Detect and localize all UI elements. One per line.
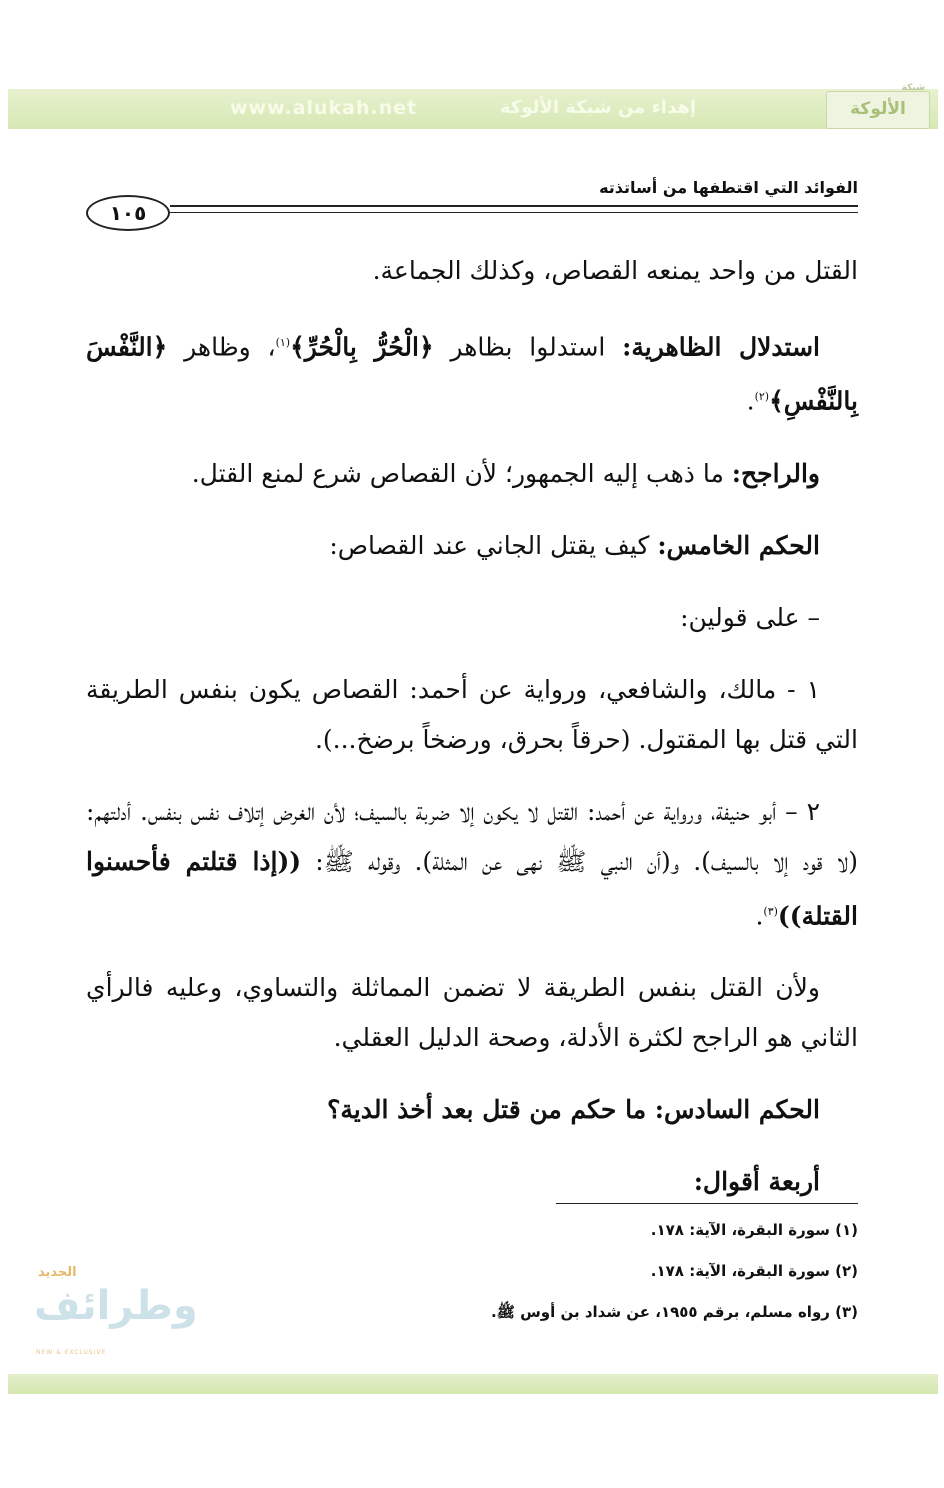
- page-number: ١٠٥: [86, 195, 170, 231]
- text-span: .: [755, 900, 764, 930]
- text-span: ما ذهب إليه الجمهور؛ لأن القصاص شرع لمنع القتل.: [191, 458, 732, 488]
- text-span: .: [746, 386, 755, 416]
- footnote-ref[interactable]: (٢): [754, 390, 770, 404]
- stamp-top-text: الجديد: [38, 1265, 77, 1280]
- text-span: كيف يقتل الجاني عند القصاص:: [329, 530, 658, 560]
- paragraph-opinion-2: [86, 787, 858, 941]
- quran-quote: ﴿النَّفْسَ بِالنَّفْسِ﴾: [86, 332, 858, 416]
- paragraph-rajih: [86, 449, 858, 499]
- header-rule: [170, 205, 858, 207]
- text-span: ٢ – أبو حنيفة، ورواية عن أحمد: القتل لا يكون إلا ضربة بالسيف؛ لأن الغرض إتلاف نفس بنفس. أدلتهم: (لا قود إلا بالسيف). و(أن النبي ﷺ نهى عن المثلة). وقوله ﷺ:: [86, 796, 858, 876]
- stamp-sub-text: NEW & EXCLUSIVE: [36, 1349, 107, 1356]
- paragraph-conclusion: ولأن القتل بنفس الطريقة لا تضمن المماثلة والتساوي، وعليه فالرأي الثاني هو الراجح لكثرة الأدلة، وصحة الدليل العقلي.: [86, 972, 858, 1052]
- page-body: [86, 246, 858, 1229]
- quran-quote: ﴿الْحُرُّ بِالْحُرِّ﴾: [290, 332, 434, 362]
- banner-dedication-text: إهداء من شبكة الألوكة: [500, 97, 696, 118]
- text-span: ، وظاهر: [167, 332, 276, 362]
- hadith-quote: ((إذا قتلتم فأحسنوا القتلة)): [86, 846, 858, 930]
- header-rule-thin: [170, 212, 858, 213]
- heading-sixth-ruling: الحكم السادس: ما حكم من قتل بعد أخذ الدية؟: [327, 1094, 820, 1124]
- page-header-title: الفوائد التي اقتطفها من أساتذته: [599, 178, 858, 197]
- paragraph-zahiriya: [86, 318, 858, 427]
- footnotes: [358, 1218, 858, 1341]
- paragraph-label: الحكم الخامس:: [657, 530, 820, 560]
- paragraph-label: والراجح:: [731, 458, 820, 488]
- new-exclusive-stamp: [28, 1263, 198, 1365]
- text-span: استدلوا بظاهر: [433, 332, 623, 362]
- alukah-logo: [826, 83, 930, 129]
- footnote-separator: [556, 1203, 858, 1204]
- footnote-ref[interactable]: (١): [275, 336, 291, 349]
- alukah-logo-text: الألوكة: [850, 99, 906, 119]
- footnote: (١) سورة البقرة، الآية: ١٧٨.: [650, 1221, 858, 1239]
- footnote: (٣) رواه مسلم، برقم ١٩٥٥، عن شداد بن أوس ﷺ.: [491, 1303, 858, 1321]
- top-banner: [8, 83, 938, 129]
- bottom-banner: [8, 1374, 938, 1394]
- banner-url: www.alukah.net: [230, 97, 418, 119]
- stamp-main-text: وطرائف: [34, 1283, 198, 1329]
- paragraph: القتل من واحد يمنعه القصاص، وكذلك الجماعة.: [372, 256, 858, 285]
- footnote: (٢) سورة البقرة، الآية: ١٧٨.: [650, 1262, 858, 1280]
- paragraph: – على قولين:: [680, 602, 820, 632]
- alukah-logo-top: شبكة: [901, 83, 925, 93]
- heading-four-opinions: أربعة أقوال:: [693, 1166, 820, 1196]
- heading-fifth-ruling: [86, 521, 858, 571]
- footnote-ref[interactable]: (٣): [763, 904, 778, 918]
- paragraph-opinion-1: ١ - مالك، والشافعي، ورواية عن أحمد: القصاص يكون بنفس الطريقة التي قتل بها المقتول. (حرقاً بحرق، ورضخاً برضخ...).: [86, 674, 858, 754]
- paragraph-label: استدلال الظاهرية:: [622, 332, 820, 362]
